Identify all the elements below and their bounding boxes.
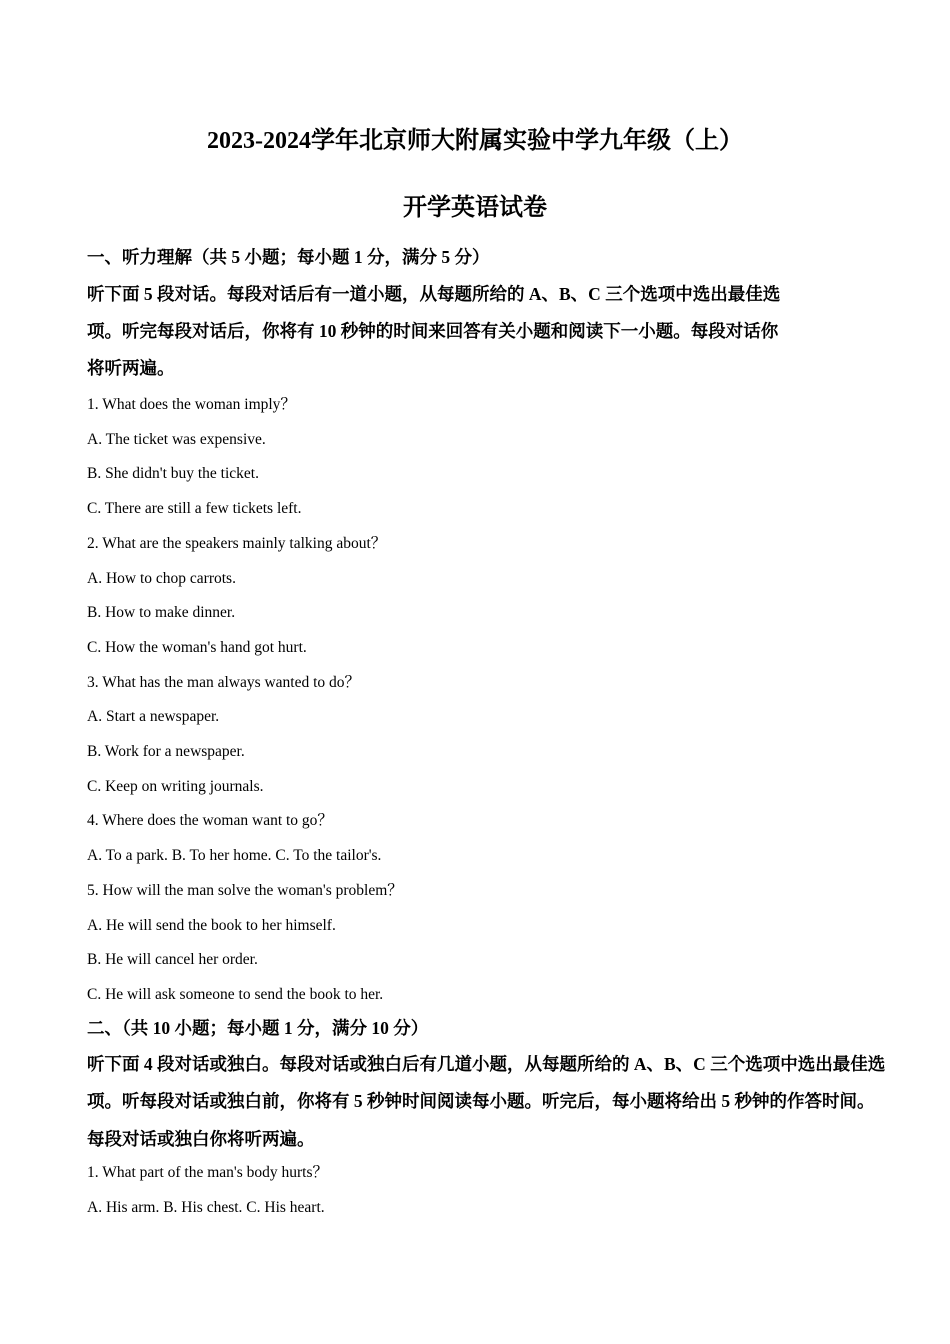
section1-instruction: 听下面 5 段对话。每段对话后有一道小题，从每题所给的 A、B、C 三个选项中选出最佳选 [87, 284, 781, 304]
answer-option: C. How the woman's hand got hurt. [87, 638, 307, 656]
answer-option: A. The ticket was expensive. [87, 430, 266, 448]
answer-option: A. Start a newspaper. [87, 708, 220, 726]
answer-option: C. Keep on writing journals. [87, 777, 264, 795]
answer-option: A. His arm. B. His chest. C. His heart. [87, 1199, 325, 1216]
section2-instruction: 项。听每段对话或独白前，你将有 5 秒钟时间阅读每小题。听完后，每小题将给出 5 秒钟的作答时间。 [87, 1091, 875, 1111]
question: 3. What has the man always wanted to do？ [87, 673, 361, 691]
section1-instruction: 项。听完每段对话后，你将有 10 秒钟的时间来回答有关小题和阅读下一小题。每段对话你 [87, 321, 779, 341]
section2-instruction: 每段对话或独白你将听两遍。 [87, 1129, 315, 1149]
question: 1. What part of the man's body hurts？ [87, 1164, 328, 1181]
answer-option: A. How to chop carrots. [87, 569, 236, 587]
section2-instruction: 听下面 4 段对话或独白。每段对话或独白后有几道小题，从每题所给的 A、B、C 三个选项中选出最佳选 [87, 1054, 886, 1074]
page-subtitle: 开学英语试卷 [403, 195, 547, 221]
answer-option: B. How to make dinner. [87, 604, 236, 622]
answer-option: A. To a park. B. To her home. C. To the tailor's. [87, 847, 382, 865]
answer-option: B. Work for a newspaper. [87, 743, 245, 760]
page-title: 2023-2024学年北京师大附属实验中学九年级（上） [207, 128, 743, 154]
answer-option: B. She didn't buy the ticket. [87, 465, 259, 483]
question: 2. What are the speakers mainly talking about？ [87, 534, 387, 552]
answer-option: A. He will send the book to her himself. [87, 916, 336, 934]
answer-option: C. He will ask someone to send the book to her. [87, 985, 384, 1003]
question: 1. What does the woman imply？ [87, 396, 296, 413]
answer-option: C. There are still a few tickets left. [87, 500, 302, 518]
question: 5. How will the man solve the woman's problem？ [87, 881, 403, 899]
section1-instruction: 将听两遍。 [87, 358, 175, 378]
section2-heading: 二、（共 10 小题；每小题 1 分，满分 10 分） [87, 1018, 429, 1038]
section1-heading: 一、听力理解（共 5 小题；每小题 1 分，满分 5 分） [87, 247, 490, 267]
answer-option: B. He will cancel her order. [87, 951, 258, 969]
question: 4. Where does the woman want to go？ [87, 812, 333, 830]
